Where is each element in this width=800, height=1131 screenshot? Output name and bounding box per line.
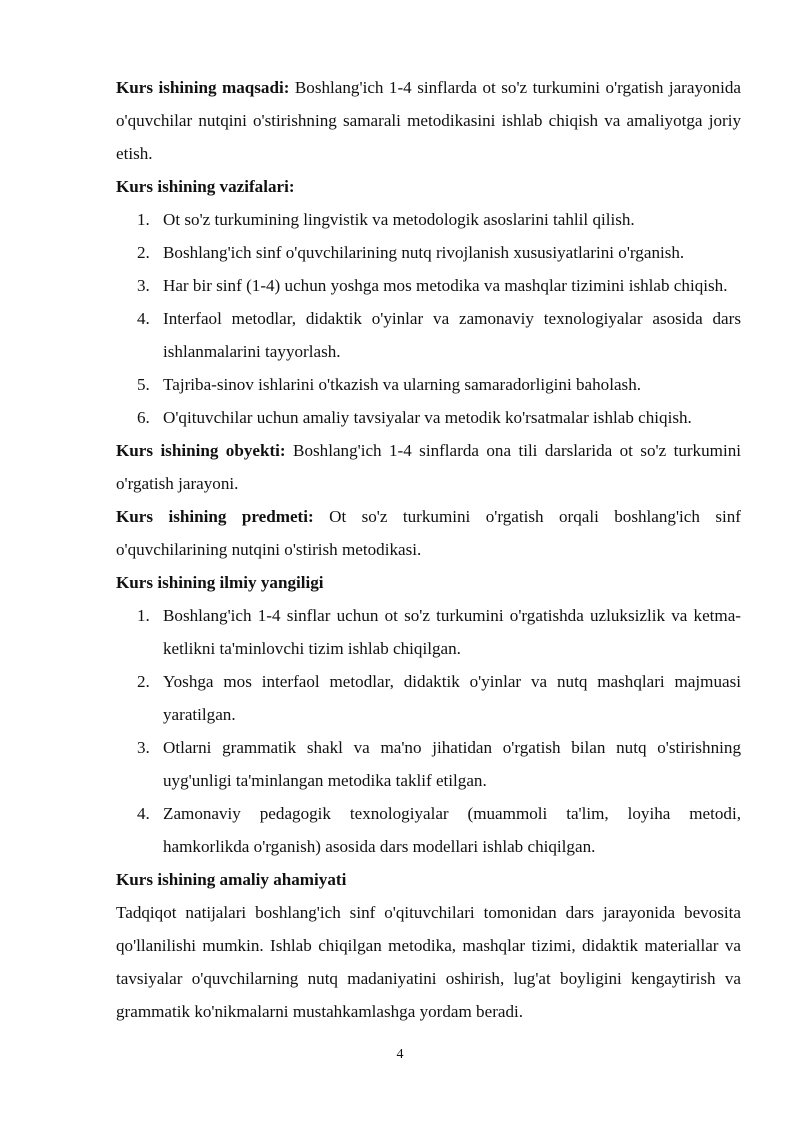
tasks-list (116, 203, 741, 434)
subject-text: Ot so'z turkumini o'rgatish orqali boshlang'ich sinf o'quvchilarining nutqini o'stirish metodikasi. (116, 507, 741, 559)
document-page (116, 71, 741, 1028)
subject-label: Kurs ishining predmeti: (116, 507, 314, 526)
list-item: 4. Interfaol metodlar, didaktik o'yinlar va zamonaviy texnologiyalar asosida dars ishlanmalarini tayyorlash. (137, 309, 741, 361)
list-item: 1. Ot so'z turkumining lingvistik va metodologik asoslarini tahlil qilish. (137, 210, 635, 229)
subject-paragraph (116, 500, 741, 566)
novelty-heading: Kurs ishining ilmiy yangiligi (116, 573, 324, 592)
list-item: 4. Zamonaviy pedagogik texnologiyalar (muammoli ta'lim, loyiha metodi, hamkorlikda o'rganish) asosida dars modellari ishlab chiqilgan. (137, 804, 741, 856)
list-item: 6. O'qituvchilar uchun amaliy tavsiyalar va metodik ko'rsatmalar ishlab chiqish. (137, 408, 692, 427)
object-paragraph (116, 434, 741, 500)
goal-text: Boshlang'ich 1-4 sinflarda ot so'z turkumini o'rgatish jarayonida o'quvchilar nutqini o'stirishning samarali metodikasini ishlab chiqish va amaliyotga joriy etish. (116, 78, 741, 163)
practical-text: Tadqiqot natijalari boshlang'ich sinf o'qituvchilari tomonidan dars jarayonida bevosita qo'llanilishi mumkin. Ishlab chiqilgan metodika, mashqlar tizimi, didaktik materiallar va tavsiyalar o'quvchilarning nutq madaniyatini oshirish, lug'at boyligini kengaytirish va grammatik ko'nikmalarni mustahkamlashga yordam beradi. (116, 903, 741, 1021)
list-item: 2. Boshlang'ich sinf o'quvchilarining nutq rivojlanish xususiyatlarini o'rganish. (137, 243, 685, 262)
page-number: 4 (396, 1047, 404, 1062)
tasks-heading: Kurs ishining vazifalari: (116, 177, 295, 196)
object-label: Kurs ishining obyekti: (116, 441, 286, 460)
list-item: 3. Otlarni grammatik shakl va ma'no jihatidan o'rgatish bilan nutq o'stirishning uyg'unligi ta'minlangan metodika taklif etilgan. (137, 738, 741, 790)
list-item: 1. Boshlang'ich 1-4 sinflar uchun ot so'z turkumini o'rgatishda uzluksizlik va ketma-ketlikni ta'minlovchi tizim ishlab chiqilgan. (137, 606, 741, 658)
goal-label: Kurs ishining maqsadi: (116, 78, 290, 97)
goal-paragraph (116, 71, 741, 170)
novelty-list (116, 599, 741, 863)
list-item: 5. Tajriba-sinov ishlarini o'tkazish va ularning samaradorligini baholash. (137, 375, 642, 394)
list-item: 3. Har bir sinf (1-4) uchun yoshga mos metodika va mashqlar tizimini ishlab chiqish. (137, 276, 728, 295)
object-text: Boshlang'ich 1-4 sinflarda ona tili darslarida ot so'z turkumini o'rgatish jarayoni. (116, 441, 741, 493)
practical-heading: Kurs ishining amaliy ahamiyati (116, 870, 347, 889)
list-item: 2. Yoshga mos interfaol metodlar, didaktik o'yinlar va nutq mashqlari majmuasi yaratilgan. (137, 672, 741, 724)
